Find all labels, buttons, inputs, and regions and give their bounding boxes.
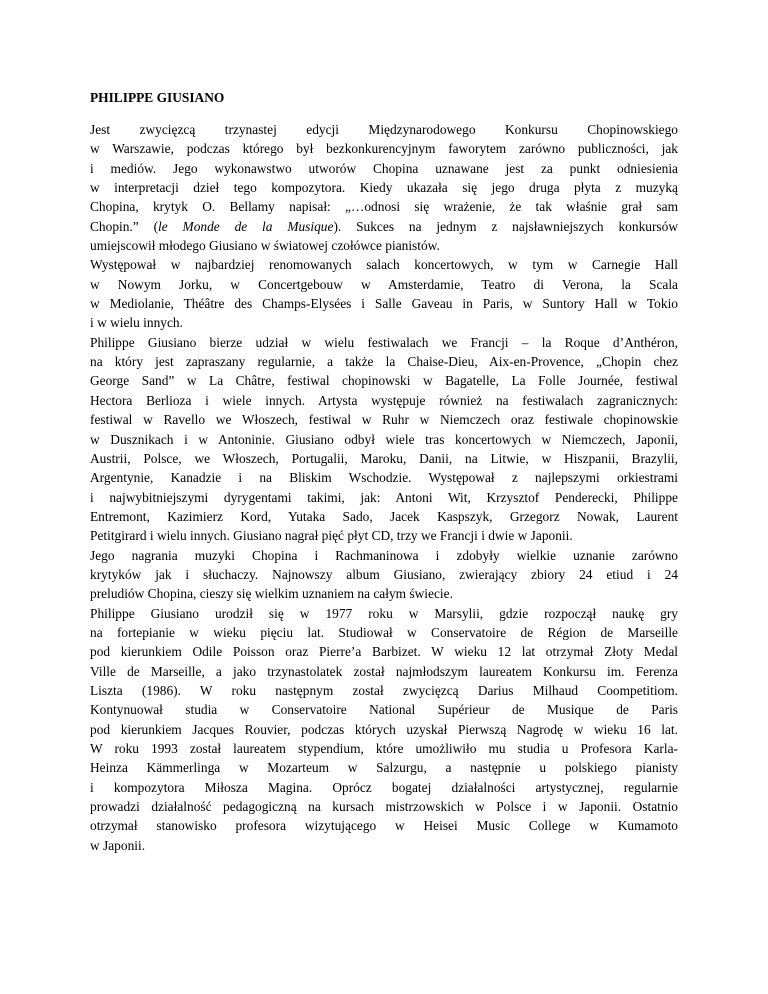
- text-line: krytyków jak i słuchaczy. Najnowszy album Giusiano, zwierający zbiory 24 etiud i 24: [90, 566, 678, 582]
- text-line: w Japonii.: [90, 837, 146, 853]
- document-body: [90, 120, 678, 855]
- text-line: Philippe Giusiano urodził się w 1977 roku w Marsylii, gdzie rozpoczął naukę gry: [90, 605, 678, 621]
- text-line: [90, 217, 678, 236]
- text-line: Entremont, Kazimierz Kord, Yutaka Sado, Jacek Kaspszyk, Grzegorz Nowak, Laurent: [90, 508, 678, 524]
- text-line: George Sand” w La Châtre, festiwal chopinowski w Bagatelle, La Folle Journée, festiwal: [90, 373, 678, 389]
- text-line: prowadzi działalność pedagogiczną na kursach mistrzowskich w Polsce i w Japonii. Ostatnio: [90, 799, 678, 815]
- text-line: Chopina, krytyk O. Bellamy napisał: „…odnosi się wrażenie, że tak właśnie grał sam: [90, 199, 678, 215]
- text-line: w interpretacji dzieł tego kompozytora. Kiedy ukazała się jego druga płyta z muzyką: [90, 180, 678, 196]
- text-line: i w wielu innych.: [90, 315, 183, 331]
- text-segment: ). Sukces na jednym z najsławniejszych konkursów: [333, 218, 678, 234]
- text-line: Petitgirard i wielu innych. Giusiano nagrał pięć płyt CD, trzy we Francji i dwie w Japonii.: [90, 528, 573, 544]
- text-line: pod kierunkiem Jacques Rouvier, podczas których uzyskał Pierwszą Nagrodę w wieku 16 lat.: [90, 721, 678, 737]
- text-line: w Warszawie, podczas którego był bezkonkurencyjnym faworytem zarówno publiczności, jak: [90, 141, 678, 157]
- text-line: na który jest zapraszany regularnie, a także la Chaise-Dieu, Aix-en-Provence, „Chopin chez: [90, 354, 678, 370]
- text-segment: Chopin.” (: [90, 218, 159, 234]
- text-line: umiejscowił młodego Giusiano w światowej czołówce pianistów.: [90, 238, 440, 254]
- text-line: W roku 1993 został laureatem stypendium, które umożliwiło mu studia u Profesora Karla-: [90, 741, 678, 756]
- text-line: Kontynuował studia w Conservatoire National Supérieur de Musique de Paris: [90, 702, 678, 718]
- italic-title: le Monde de la Musique: [158, 218, 334, 234]
- text-line: otrzymał stanowisko profesora wizytującego w Heisei Music College w Kumamoto: [90, 818, 678, 834]
- text-line: Jest zwycięzcą trzynastej edycji Międzynarodowego Konkursu Chopinowskiego: [90, 122, 678, 137]
- text-line: Ville de Marseille, a jako trzynastolatek został najmłodszym laureatem Konkursu im. Ferenza: [90, 663, 678, 679]
- text-line: preludiów Chopina, cieszy się wielkim uznaniem na całym świecie.: [90, 586, 453, 602]
- document-page: [90, 88, 678, 855]
- text-line: festiwal w Ravello we Włoszech, festiwal w Ruhr w Niemczech oraz festiwale chopinowskie: [90, 412, 678, 428]
- text-line: na fortepianie w wieku pięciu lat. Studiował w Conservatoire de Région de Marseille: [90, 624, 678, 640]
- text-line: Jego nagrania muzyki Chopina i Rachmaninowa i zdobyły wielkie uznanie zarówno: [90, 547, 678, 563]
- text-line: Argentynie, Kanadzie i na Bliskim Wschodzie. Występował z najlepszymi orkiestrami: [90, 470, 678, 486]
- text-line: Philippe Giusiano bierze udział w wielu festiwalach we Francji – la Roque d’Anthéron,: [90, 334, 678, 350]
- text-line: Liszta (1986). W roku następnym został zwycięzcą Darius Milhaud Coompetitiom.: [90, 682, 678, 698]
- text-line: i kompozytora Miłosza Magina. Oprócz bogatej działalności artystycznej, regularnie: [90, 779, 678, 795]
- text-line: w Mediolanie, Théâtre des Champs-Elysées i Salle Gaveau in Paris, w Suntory Hall w Tokio: [90, 296, 678, 312]
- document-title: PHILIPPE GIUSIANO: [90, 90, 225, 105]
- text-line: pod kierunkiem Odile Poisson oraz Pierre’a Barbizet. W wieku 12 lat otrzymał Złoty Medal: [90, 644, 678, 660]
- text-line: Heinza Kämmerlinga w Mozarteum w Salzurgu, a następnie u polskiego pianisty: [90, 760, 678, 776]
- text-line: w Nowym Jorku, w Concertgebouw w Amsterdamie, Teatro di Verona, la Scala: [90, 276, 678, 292]
- text-line: Hectora Berlioza i wiele innych. Artysta występuje również na festiwalach zagranicznych:: [90, 392, 678, 408]
- text-line: i najwybitniejszymi dyrygentami takimi, jak: Antoni Wit, Krzysztof Penderecki, Philippe: [90, 489, 678, 505]
- text-line: Występował w najbardziej renomowanych salach koncertowych, w tym w Carnegie Hall: [90, 257, 678, 273]
- text-line: i mediów. Jego wykonawstwo utworów Chopina uznawane jest za punkt odniesienia: [90, 160, 678, 176]
- text-line: Austrii, Polsce, we Włoszech, Portugalii, Maroku, Danii, na Litwie, w Hiszpanii, Brazylii,: [90, 450, 678, 466]
- text-line: w Dusznikach i w Antoninie. Giusiano odbył wiele tras koncertowych w Niemczech, Japonii,: [90, 431, 678, 447]
